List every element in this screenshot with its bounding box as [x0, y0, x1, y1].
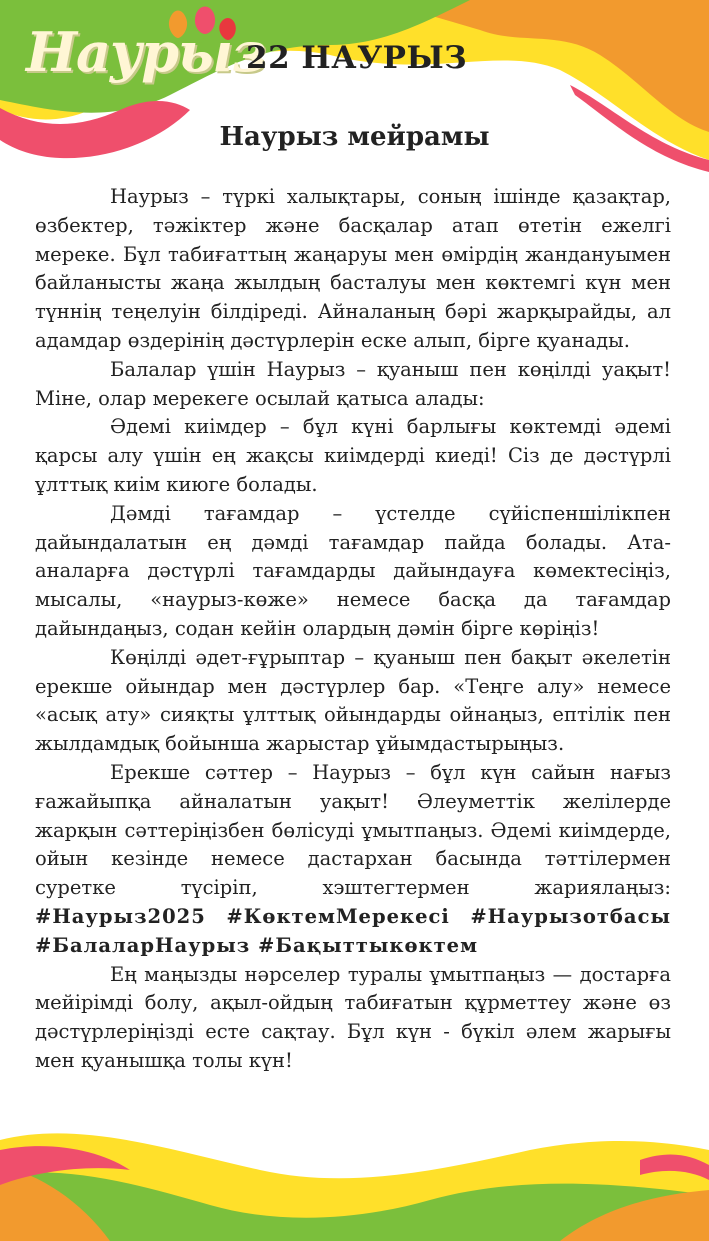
moments-text: Ерекше сәттер – Наурыз – бұл күн сайын нағыз ғажайыпқа айналатын уақыт! Әлеуметтік желілерде жарқын сәттеріңізбен бөлісуді ұмытпаңыз. Әдемі киімдерде, ойын кезінде немесе дастархан басында тәттілермен суретке түсіріп, хэштегтермен жариялаңыз:: [35, 760, 671, 900]
paragraph-food: Дәмді тағамдар – үстелде сүйіспеншілікпен дайындалатын ең дәмді тағамдар пайда болады. Ата-аналарға дәстүрлі тағамдарды дайындауға көмектесіңіз, мысалы, «наурыз-көже» немесе басқа да тағамдар дайындаңыз, содан кейін олардың дәмін бірге көріңіз!: [35, 501, 671, 640]
paragraph-intro: Наурыз – түркі халықтары, соның ішінде қазақтар, өзбектер, тәжіктер және басқалар атап өтетін ежелгі мереке. Бұл табиғаттың жаңаруы мен өмірдің жандануымен байланысты жаңа жылдың басталуы мен көктемгі күн мен түннің теңелуін білдіреді. Айналаның бәрі жарқырайды, ал адамдар өздерінің дәстүрлерін еске алып, бірге қуанады.: [35, 185, 671, 352]
paragraph-customs: Көңілді әдет-ғұрыптар – қуаныш пен бақыт әкелетін ерекше ойындар мен дәстүрлер бар. «Теңге алу» немесе «асық ату» сияқты ұлттық ойындарды ойнаңыз, ептілік пен жылдамдық бойынша жарыстар ұйымдастырыңыз.: [35, 645, 671, 756]
paragraph-children: Балалар үшін Наурыз – қуаныш пен көңілді уақыт! Міне, олар мерекеге осылай қатыса алады:: [35, 357, 671, 410]
paragraph-clothes: Әдемі киімдер – бұл күні барлығы көктемді әдемі қарсы алу үшін ең жақсы киімдерді киеді! Сіз де дәстүрлі ұлттық киім киюге болады.: [35, 415, 671, 496]
date-heading: 22 НАУРЫЗ: [246, 40, 468, 76]
document-title: Наурыз мейрамы: [219, 122, 490, 152]
nauryz-logo: Наурыз: [26, 20, 266, 84]
document-body: [35, 183, 671, 1076]
paragraph-moments: [35, 759, 671, 961]
paragraph-conclusion: Ең маңызды нәрселер туралы ұмытпаңыз — достарға мейірімді болу, ақыл-ойдың табиғатын құрметтеу және өз дәстүрлеріңізді есте сақтау. Бұл күн - бүкіл әлем жарығы мен қуанышқа толы күн!: [35, 962, 671, 1072]
hashtags: #Наурыз2025 #КөктемМерекесі #Наурызотбасы #БалаларНаурыз #Бақыттыкөктем: [35, 904, 671, 957]
